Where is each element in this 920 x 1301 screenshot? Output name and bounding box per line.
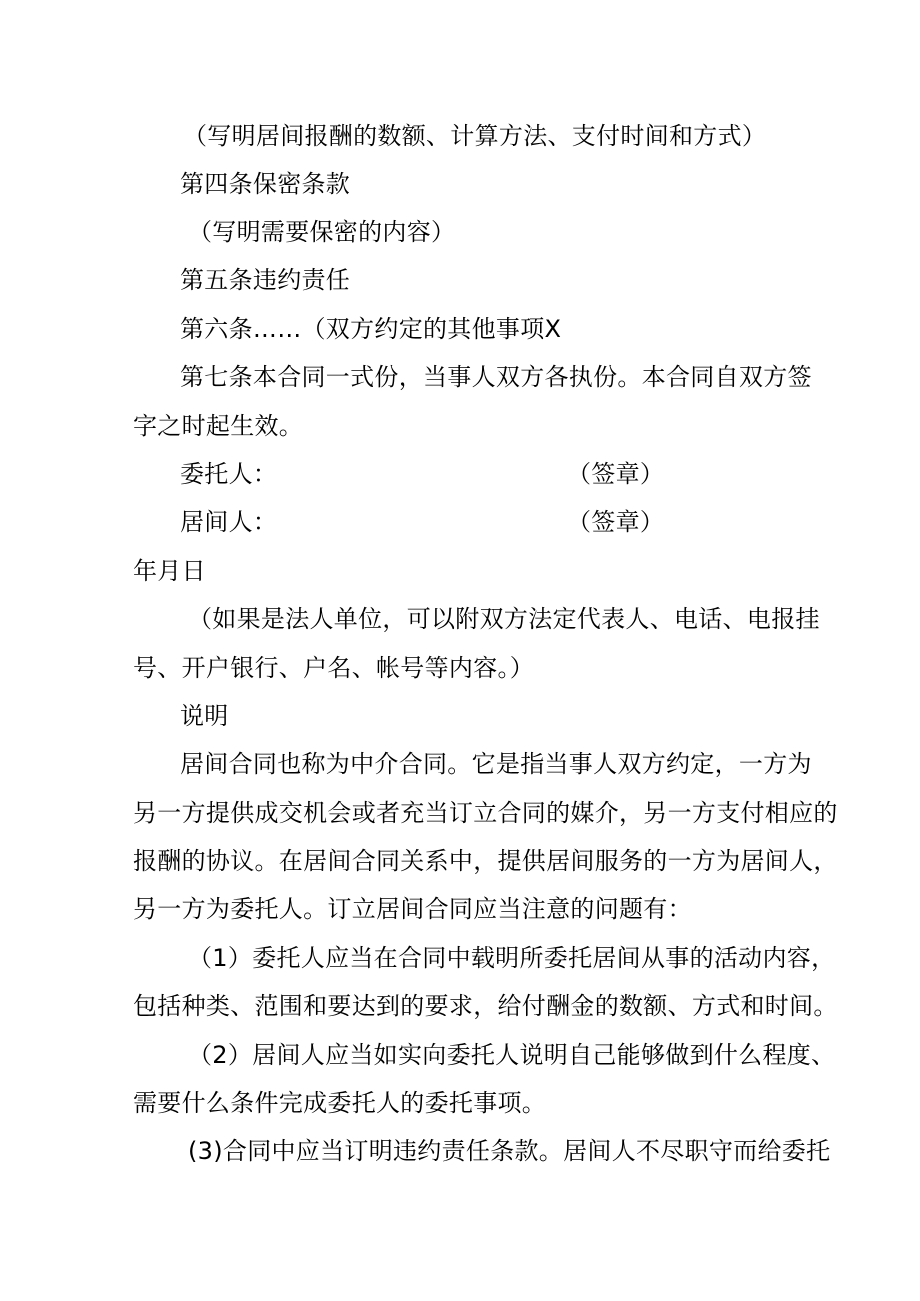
- text-line: （写明居间报酬的数额、计算方法、支付时间和方式）: [183, 122, 767, 150]
- text-line: （写明需要保密的内容）: [188, 218, 456, 246]
- date-line: 年月日: [133, 557, 206, 585]
- section-heading: 第四条保密条款: [180, 170, 351, 198]
- signature-seal: （签章）: [567, 460, 665, 488]
- section-heading: 第六条……（双方约定的其他事项X: [180, 315, 562, 343]
- section-heading: 说明: [180, 702, 229, 730]
- signature-seal: （签章）: [567, 508, 665, 536]
- text-line: (3)合同中应当订明违约责任条款。居间人不尽职守而给委托: [188, 1137, 831, 1165]
- text-line: 另一方为委托人。订立居间合同应当注意的问题有：: [133, 895, 692, 923]
- text-line: 另一方提供成交机会或者充当订立合同的媒介，另一方支付相应的: [133, 799, 838, 827]
- signature-label: 居间人：: [180, 508, 278, 536]
- section-heading: 第五条违约责任: [180, 266, 351, 294]
- text-line: 报酬的协议。在居间合同关系中，提供居间服务的一方为居间人，: [133, 847, 838, 875]
- text-line: （1）委托人应当在合同中载明所委托居间从事的活动内容，: [188, 944, 836, 972]
- text-line: 居间合同也称为中介合同。它是指当事人双方约定，一方为: [180, 750, 812, 778]
- text-line: 包括种类、范围和要达到的要求，给付酬金的数额、方式和时间。: [133, 992, 838, 1020]
- text-line: 第七条本合同一式份，当事人双方各执份。本合同自双方签: [180, 363, 812, 391]
- text-line: （如果是法人单位，可以附双方法定代表人、电话、电报挂: [188, 605, 820, 633]
- text-line: （2）居间人应当如实向委托人说明自己能够做到什么程度、: [188, 1041, 836, 1069]
- text-line: 号、开户银行、户名、帐号等内容。）: [133, 654, 535, 682]
- signature-label: 委托人：: [180, 460, 278, 488]
- text-line: 字之时起生效。: [133, 412, 304, 440]
- text-line: 需要什么条件完成委托人的委托事项。: [133, 1089, 547, 1117]
